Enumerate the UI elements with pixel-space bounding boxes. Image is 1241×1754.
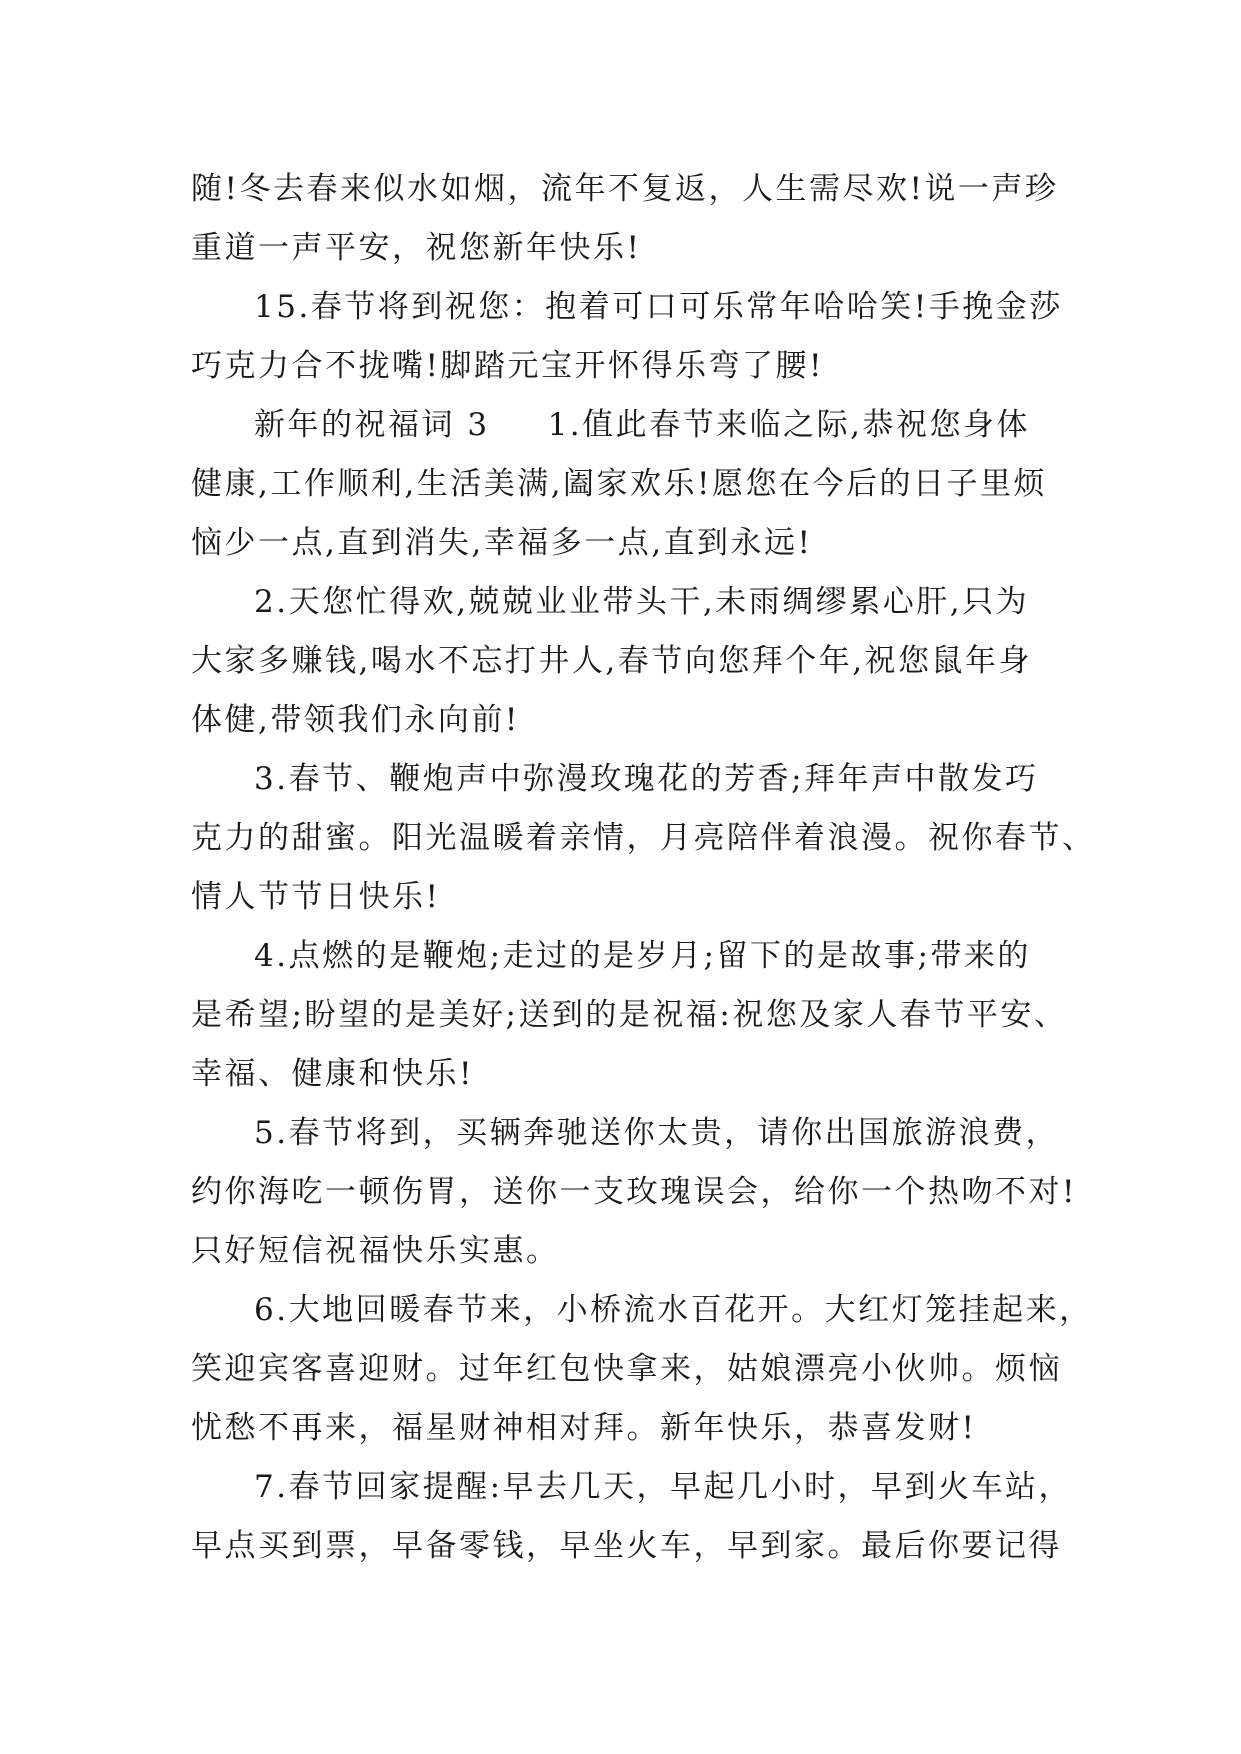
text-line: 幸福、健康和快乐!: [191, 1056, 474, 1092]
text-line: 大家多赚钱,喝水不忘打井人,春节向您拜个年,祝您鼠年身: [191, 643, 1033, 679]
text-line: 忧愁不再来，福星财神相对拜。新年快乐，恭喜发财!: [191, 1410, 977, 1446]
text-line: 体健,带领我们永向前!: [191, 702, 520, 738]
text-line: 情人节节日快乐!: [191, 879, 441, 915]
text-line: 巧克力合不拢嘴!脚踏元宝开怀得乐弯了腰!: [191, 348, 824, 384]
text-line: 15.春节将到祝您：抱着可口可乐常年哈哈笑!手挽金莎: [254, 289, 1063, 325]
text-line: 克力的甜蜜。阳光温暖着亲情，月亮陪伴着浪漫。祝你春节、: [191, 820, 1096, 856]
text-line: 笑迎宾客喜迎财。过年红包快拿来，姑娘漂亮小伙帅。烦恼: [191, 1351, 1062, 1387]
section-heading: 新年的祝福词 3: [254, 407, 490, 443]
text-line: 是希望;盼望的是美好;送到的是祝福:祝您及家人春节平安、: [191, 997, 1068, 1033]
text-line: 随!冬去春来似水如烟，流年不复返，人生需尽欢!说一声珍: [191, 171, 1059, 207]
text-line: 重道一声平安，祝您新年快乐!: [191, 230, 642, 266]
document-body: [191, 160, 1096, 1576]
text-line: 约你海吃一顿伤胃，送你一支玫瑰误会，给你一个热吻不对!: [191, 1174, 1077, 1210]
text-line: 6.大地回暖春节来，小桥流水百花开。大红灯笼挂起来，: [254, 1292, 1093, 1328]
heading-line: [191, 396, 1071, 455]
text-line: 只好短信祝福快乐实惠。: [191, 1233, 560, 1269]
text-line: 早点买到票，早备零钱，早坐火车，早到家。最后你要记得: [191, 1528, 1062, 1564]
text-line: 4.点燃的是鞭炮;走过的是岁月;留下的是故事;带来的: [254, 938, 1031, 974]
text-line: 1.值此春节来临之际,恭祝您身体: [547, 407, 1031, 443]
text-line: 恼少一点,直到消失,幸福多一点,直到永远!: [191, 525, 813, 561]
text-line: 健康,工作顺利,生活美满,阖家欢乐!愿您在今后的日子里烦: [191, 466, 1048, 502]
text-line: 2.天您忙得欢,兢兢业业带头干,未雨绸缪累心肝,只为: [254, 584, 1030, 620]
text-line: 5.春节将到，买辆奔驰送你太贵，请你出国旅游浪费，: [254, 1115, 1060, 1151]
text-line: 3.春节、鞭炮声中弥漫玫瑰花的芳香;拜年声中散发巧: [254, 761, 1039, 797]
text-line: 7.春节回家提醒:早去几天，早起几小时，早到火车站，: [254, 1469, 1073, 1505]
